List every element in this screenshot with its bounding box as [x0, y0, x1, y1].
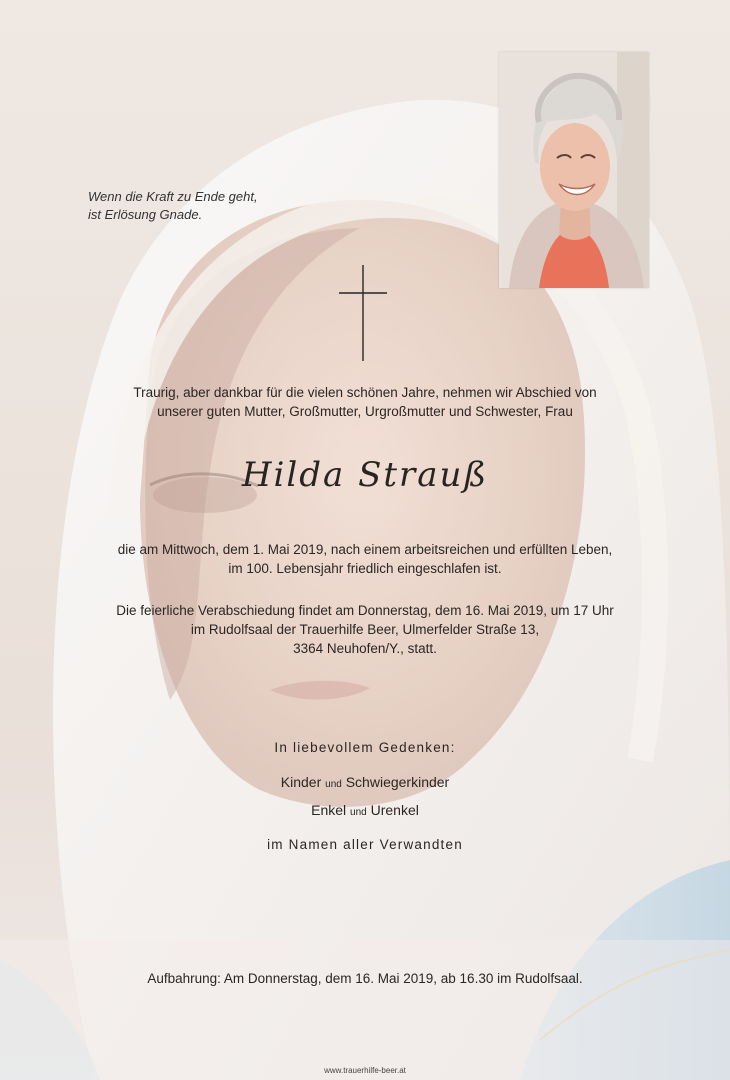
ceremony-line-1: Die feierliche Verabschiedung findet am Donnerstag, dem 16. Mai 2019, um 17 Uhr: [116, 603, 614, 618]
death-notice: [0, 540, 730, 578]
ceremony-line-2: im Rudolfsaal der Trauerhilfe Beer, Ulmerfelder Straße 13,: [190, 622, 540, 637]
memorial-quote: [88, 188, 388, 224]
viewing-notice: Aufbahrung: Am Donnerstag, dem 16. Mai 2019, ab 16.30 im Rudolfsaal.: [147, 971, 583, 986]
intro-text: [0, 383, 730, 421]
intro-line-1: Traurig, aber dankbar für die vielen schönen Jahre, nehmen wir Abschied von: [133, 385, 597, 400]
death-line-1: die am Mittwoch, dem 1. Mai 2019, nach einem arbeitsreichen und erfüllten Leben,: [117, 542, 613, 557]
family-row-children: [0, 770, 730, 797]
family-row-grandchildren: [0, 798, 730, 825]
ceremony-notice: [0, 601, 730, 658]
latin-cross-icon: [337, 263, 389, 363]
remembrance-closing: im Namen aller Verwandten: [267, 837, 463, 852]
family-children-in-law: Schwiegerkinder: [345, 774, 450, 790]
ceremony-line-3: 3364 Neuhofen/Y., statt.: [293, 641, 437, 656]
family-children: Kinder: [280, 774, 322, 790]
family-conjunction: und: [325, 779, 342, 790]
death-line-2: im 100. Lebensjahr friedlich eingeschlafen ist.: [228, 561, 502, 576]
quote-line-2: ist Erlösung Gnade.: [88, 207, 203, 222]
portrait-photo: [499, 52, 649, 288]
family-great-grandchildren: Urenkel: [370, 802, 419, 818]
remembrance-heading: In liebevollem Gedenken:: [274, 740, 456, 755]
quote-line-1: Wenn die Kraft zu Ende geht,: [88, 189, 258, 204]
family-grandchildren: Enkel: [311, 802, 347, 818]
intro-line-2: unserer guten Mutter, Großmutter, Urgroßmutter und Schwester, Frau: [157, 404, 573, 419]
footer-website: www.trauerhilfe-beer.at: [324, 1066, 406, 1075]
family-conjunction: und: [350, 807, 367, 818]
deceased-name: Hilda Strauß: [241, 455, 489, 495]
